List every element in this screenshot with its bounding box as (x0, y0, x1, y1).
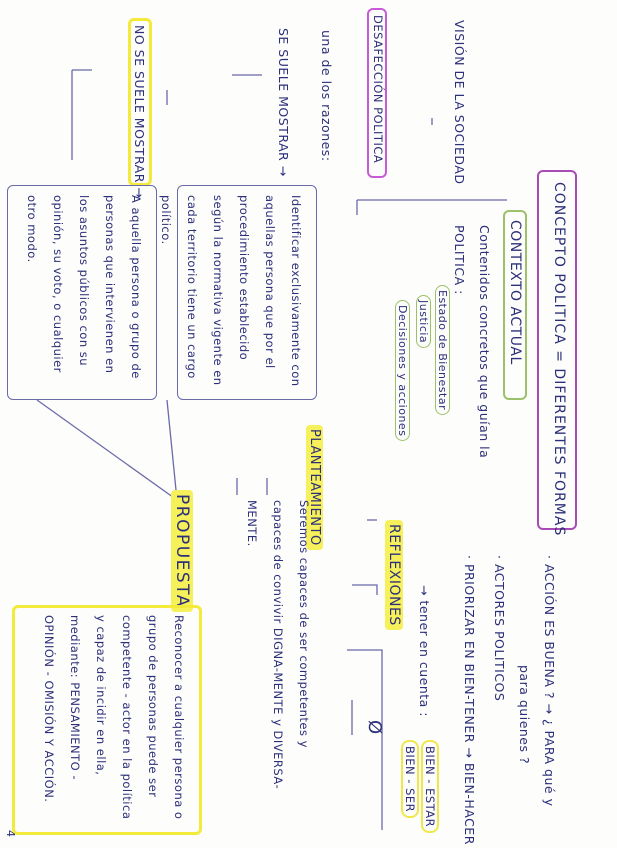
propuesta-text: Reconocer a cualquier persona o grupo de personas puede ser competente - actor en la política y capaz de incidir en ella, mediante: PENSAMIENTO - OPINIÓN - OMISIÓN Y ACCIÓN. (42, 615, 186, 820)
reflexiones-title: REFLEXIONES (385, 520, 403, 630)
reflexion-3: · PRIORIZAR EN BIEN-TENER → BIEN-HACER (462, 555, 477, 845)
planteamiento-title: PLANTEAMIENTO (306, 425, 323, 550)
tener-en-cuenta: → tener en cuenta : (417, 585, 432, 718)
center-concept: CONCEPTO POLITICA = DIFERENTES FORMAS (551, 182, 567, 537)
razones: una de los razones: (319, 30, 334, 162)
aquella-text: A aquella persona o grupo de personas que intervienen en los asuntos públicos con su opinión, su voto, o cualquier otro modo. (25, 195, 143, 379)
contexto-line-2: POLITICA : (452, 225, 467, 295)
reflexion-2: · ACTORES POLITICOS (492, 555, 507, 702)
null-symbol: Ø (364, 720, 385, 735)
identificar-text: Identificar exclusivamente con aquellas persona que por el procedimiento establecido según la normativa vigente en cada territorio tiene un cargo político. (159, 195, 303, 387)
bien-ser: BIEN - SER (401, 740, 419, 818)
decisiones-acciones: Decisiones y acciones (395, 300, 410, 441)
justicia: Justicia (416, 295, 431, 348)
reflexion-1: · ACCIÓN ES BUENA ? → ¿ PARA qué y (542, 555, 557, 807)
contexto-title: CONTEXTO ACTUAL (507, 220, 523, 365)
vision-sociedad: VISIÓN DE LA SOCIEDAD (452, 20, 467, 185)
se-suele-mostrar: SE SUELE MOSTRAR → (276, 28, 291, 177)
no-se-suele-mostrar: NO SE SUELE MOSTRAR → (132, 25, 147, 199)
page-number: 4 (4, 830, 17, 838)
estado-bienestar: Estado de Bienestar (435, 285, 450, 415)
planteamiento-text: Seremos capaces de ser competentes y capaces de convivir DIGNA-MENTE y DIVERSA-MENTE. (245, 500, 311, 790)
contexto-line-1: Contenidos concretos que guían la (477, 225, 492, 459)
desafeccion: DESAFECCIÓN POLITICA (371, 15, 385, 164)
bien-estar: BIEN - ESTAR (421, 740, 439, 833)
propuesta-title: PROPUESTA (171, 490, 193, 612)
reflexion-1b: para quienes ? (517, 665, 532, 765)
